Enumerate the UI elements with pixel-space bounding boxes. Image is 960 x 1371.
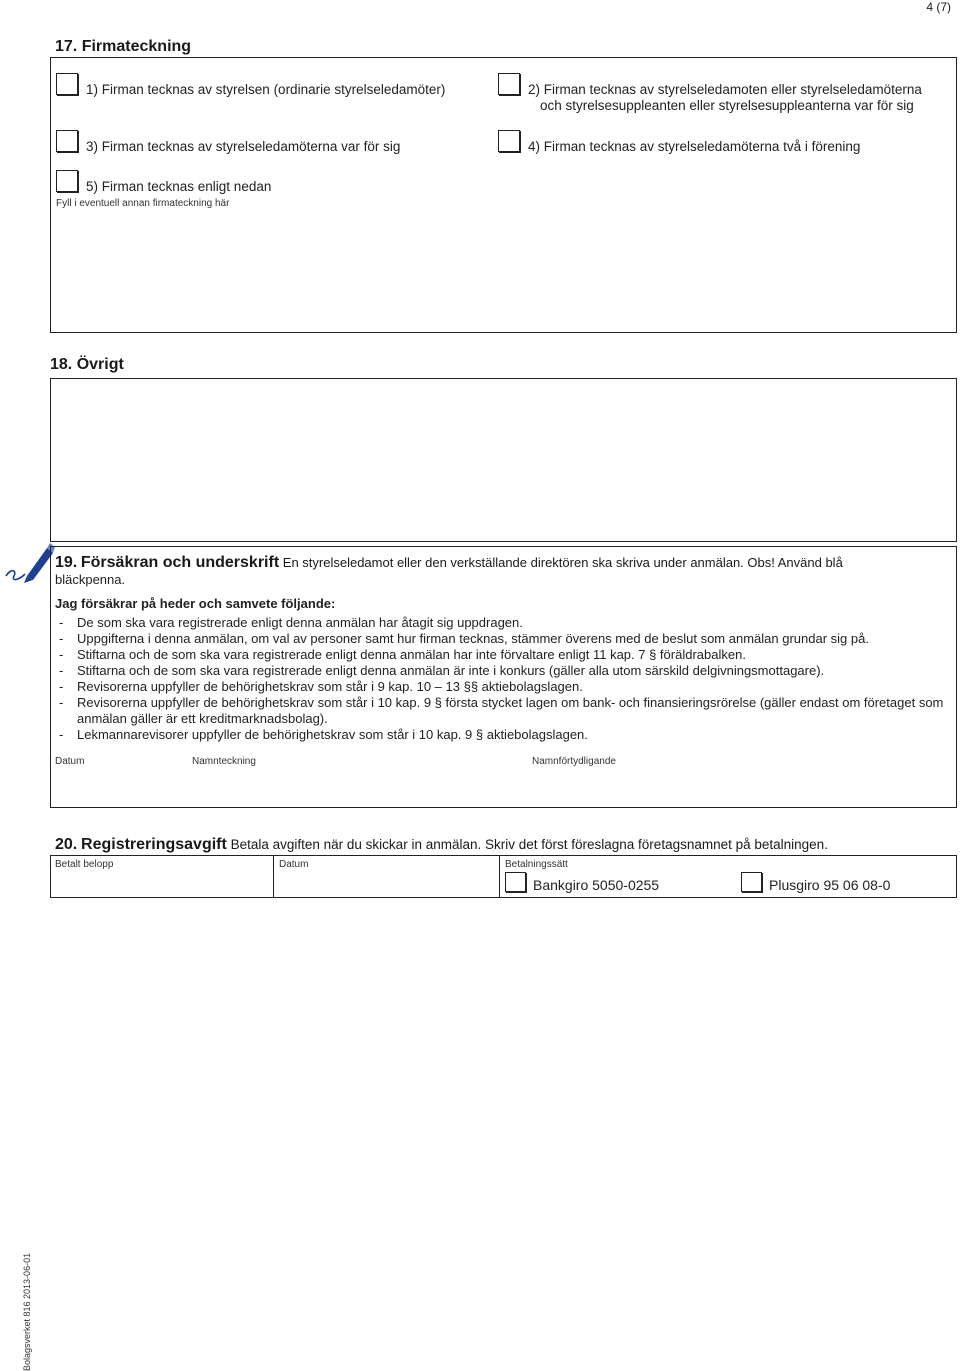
option-1-label: 1) Firman tecknas av styrelsen (ordinarie styrelseledamöter) — [86, 82, 446, 97]
declaration-list — [55, 615, 950, 743]
checkbox-option-2[interactable] — [498, 73, 520, 95]
paid-amount-label: Betalt belopp — [55, 859, 114, 870]
declaration-item: - Stiftarna och de som ska vara registrerade enligt denna anmälan har inte förvaltare enligt 11 kap. 7 § föräldrabalken. — [55, 647, 950, 663]
section-18-number: 18. — [50, 356, 73, 373]
other-signing-textarea[interactable] — [56, 214, 955, 330]
declaration-item: - Stiftarna och de som ska vara registrerade enligt denna anmälan är inte i konkurs (gäller alla utom särskild delgivningsmottagare). — [55, 663, 950, 679]
section-17-title — [55, 38, 191, 56]
checkbox-option-1[interactable] — [56, 73, 78, 95]
declaration-heading: Jag försäkrar på heder och samvete följande: — [55, 596, 336, 611]
signature-label: Namnteckning — [192, 756, 256, 767]
plusgiro-label: Plusgiro 95 06 08-0 — [769, 877, 891, 893]
section-19-header — [55, 555, 950, 571]
bankgiro-label: Bankgiro 5050-0255 — [533, 877, 660, 893]
signature-input[interactable] — [192, 773, 526, 803]
section-19-intro-line-2: bläckpenna. — [55, 572, 126, 587]
option-3-label: 3) Firman tecknas av styrelseledamöterna var för sig — [86, 139, 401, 154]
paid-amount-input[interactable] — [55, 873, 271, 897]
section-20-header — [55, 836, 955, 854]
section-17-heading: Firmateckning — [81, 38, 192, 55]
section-18-heading: Övrigt — [76, 356, 124, 373]
checkbox-option-4[interactable] — [498, 130, 520, 152]
checkbox-plusgiro[interactable] — [741, 872, 762, 892]
checkbox-option-3[interactable] — [56, 130, 78, 152]
section-19-box — [50, 546, 957, 808]
payment-table — [50, 855, 957, 898]
payment-date-label: Datum — [279, 859, 309, 870]
option-2-label-line-1: 2) Firman tecknas av styrelseledamoten eller styrelseledamöterna — [528, 82, 922, 97]
payment-date-input[interactable] — [279, 873, 497, 897]
section-19-intro: En styrelseledamot eller den verkställande direktören ska skriva under anmälan. Obs! Använd blå — [282, 555, 843, 570]
declaration-item: - Lekmannarevisorer uppfyller de behörighetskrav som står i 10 kap. 9 § aktiebolagslagen. — [55, 727, 950, 743]
section-17-number: 17. — [55, 38, 78, 55]
section-20-intro: Betala avgiften när du skickar in anmälan. Skriv det först föreslagna företagsnamnet på betalningen. — [230, 837, 828, 852]
section-19-number: 19. — [55, 554, 78, 571]
option-5-label: 5) Firman tecknas enligt nedan — [86, 179, 272, 194]
section-18-box — [50, 378, 957, 542]
other-info-textarea[interactable] — [56, 384, 955, 540]
other-signing-hint: Fyll i eventuell annan firmateckning här — [56, 198, 230, 209]
payment-method-label: Betalningssätt — [505, 859, 568, 870]
section-20-number: 20. — [55, 836, 78, 853]
section-18-title — [50, 356, 124, 374]
section-20-heading: Registreringsavgift — [81, 836, 227, 853]
declaration-item: - Revisorerna uppfyller de behörighetskrav som står i 9 kap. 10 – 13 §§ aktiebolagslagen. — [55, 679, 950, 695]
form-id-side-text: Bolagsverket 816 2013-06-01 — [22, 1252, 32, 1371]
page-number: 4 (7) — [926, 0, 951, 14]
option-4-label: 4) Firman tecknas av styrelseledamöterna två i förening — [528, 139, 861, 154]
payment-divider-1 — [273, 856, 274, 897]
name-clarification-label: Namnförtydligande — [532, 756, 616, 767]
section-19-heading: Försäkran och underskrift — [80, 554, 280, 571]
section-17-box — [50, 57, 957, 333]
checkbox-bankgiro[interactable] — [505, 872, 526, 892]
declaration-item: - Uppgifterna i denna anmälan, om val av personer samt hur firman tecknas, stämmer överens med de beslut som anmälan grundar sig på. — [55, 631, 950, 647]
declaration-item: - De som ska vara registrerade enligt denna anmälan har åtagit sig uppdragen. — [55, 615, 950, 631]
name-clarification-input[interactable] — [532, 773, 951, 803]
pen-icon — [3, 540, 55, 586]
option-2-label-line-2: och styrelsesuppleanten eller styrelsesuppleanterna var för sig — [540, 98, 914, 113]
date-label: Datum — [55, 756, 85, 767]
declaration-item: - Revisorerna uppfyller de behörighetskrav som står i 10 kap. 9 § första stycket lagen om bank- och finansieringsrörelse (gäller endast om företaget som anmälan gäller är ett kreditmarknadsbolag). — [55, 695, 950, 727]
signature-date-input[interactable] — [55, 773, 189, 803]
checkbox-option-5[interactable] — [56, 170, 78, 192]
payment-divider-2 — [499, 856, 500, 897]
